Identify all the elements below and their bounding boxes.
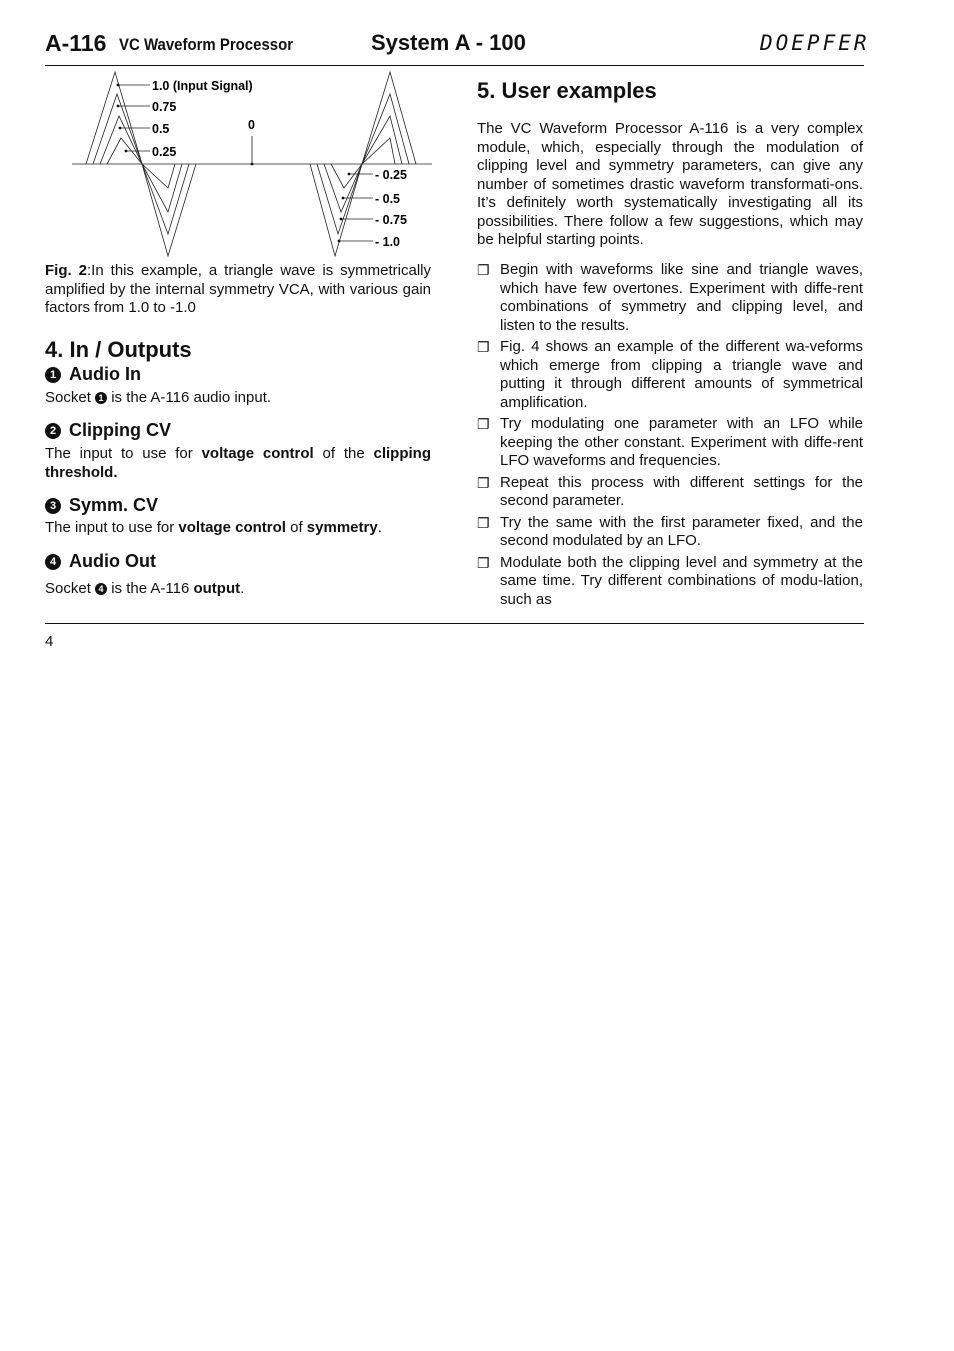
label-gain-0.75: 0.75 — [152, 100, 177, 114]
brand-logo: DOEPFER — [760, 31, 870, 55]
module-name: VC Waveform Processor — [119, 35, 294, 54]
label-gain-neg-0.25: - 0.25 — [375, 168, 407, 182]
list-item: ❐ Modulate both the clipping level and symmetry at the same time. Try different combinations of modu-lation, such as — [477, 553, 863, 608]
clipping-cv-text: The input to use for voltage control of the clipping threshold. — [45, 445, 431, 481]
checkbox-bullet-icon: ❐ — [477, 339, 490, 355]
audio-in-heading: 1 Audio In — [45, 364, 141, 385]
header-rule — [45, 65, 864, 66]
label-gain-neg-0.75: - 0.75 — [375, 213, 407, 227]
symm-cv-text: The input to use for voltage control of symmetry. — [45, 519, 382, 536]
checkbox-bullet-icon: ❐ — [477, 514, 490, 531]
checkbox-bullet-icon: ❐ — [477, 262, 490, 278]
label-gain-neg-0.5: - 0.5 — [375, 192, 401, 206]
figure-triangle-waves — [60, 70, 440, 260]
audio-out-heading: 4 Audio Out — [45, 551, 156, 572]
section-5-title: 5. User examples — [477, 78, 657, 103]
wave-neg — [310, 164, 362, 256]
label-gain-1.0: 1.0 (Input Signal) — [152, 79, 253, 93]
checkbox-bullet-icon: ❐ — [477, 474, 490, 491]
list-item: ❐ Fig. 4 shows an example of the different wa-veforms which emerge from clipping a triangle wave and putting it through different amounts of symmetrical amplification. — [477, 338, 863, 411]
user-examples-list — [477, 261, 863, 612]
symm-cv-heading: 3 Symm. CV — [45, 495, 158, 516]
label-zero: 0 — [248, 118, 255, 132]
audio-in-text: Socket 1 is the A-116 audio input. — [45, 389, 272, 406]
checkbox-bullet-icon: ❐ — [477, 416, 490, 432]
checkbox-bullet-icon: ❐ — [477, 554, 490, 571]
label-gain-neg-1.0: - 1.0 — [375, 235, 401, 249]
clipping-cv-heading: 2 Clipping CV — [45, 420, 171, 441]
system-title: System A - 100 — [371, 30, 526, 55]
figure-caption: Fig. 2:In this example, a triangle wave is symmetrically amplified by the internal symmetry VCA, with various gain factors from 1.0 to -1.0 — [45, 262, 432, 316]
list-item: ❐ Try the same with the first parameter fixed, and the second modulated by an LFO. — [477, 513, 863, 549]
list-item: ❐ Begin with waveforms like sine and triangle waves, which have few overtones. Experiment with diffe-rent combinations of symmetry and clipping level, and listen to the results. — [477, 261, 863, 334]
page-number: 4 — [45, 633, 54, 650]
footer-rule — [45, 623, 864, 624]
section-5-intro: The VC Waveform Processor A-116 is a very complex module, which, especially through the modulation of clipping level and symmetry parameters, can give any number of sometimes drastic waveform transformati-ons. It’s definitely worth systematically investigating all its possibilities. There follow a few suggestions, which may be helpful starting points. — [477, 120, 863, 248]
label-gain-0.5: 0.5 — [152, 122, 170, 136]
list-item: ❐ Try modulating one parameter with an LFO while keeping the other constant. Experiment with diffe-rent LFO waveforms and frequencies. — [477, 415, 863, 469]
audio-out-text: Socket 4 is the A-116 output. — [45, 580, 245, 597]
label-gain-0.25: 0.25 — [152, 145, 177, 159]
wave-0.75 — [93, 94, 142, 164]
section-4-title: 4. In / Outputs — [45, 337, 192, 362]
list-item: ❐ Repeat this process with different settings for the second parameter. — [477, 473, 863, 509]
module-number: A-116 — [45, 30, 107, 56]
